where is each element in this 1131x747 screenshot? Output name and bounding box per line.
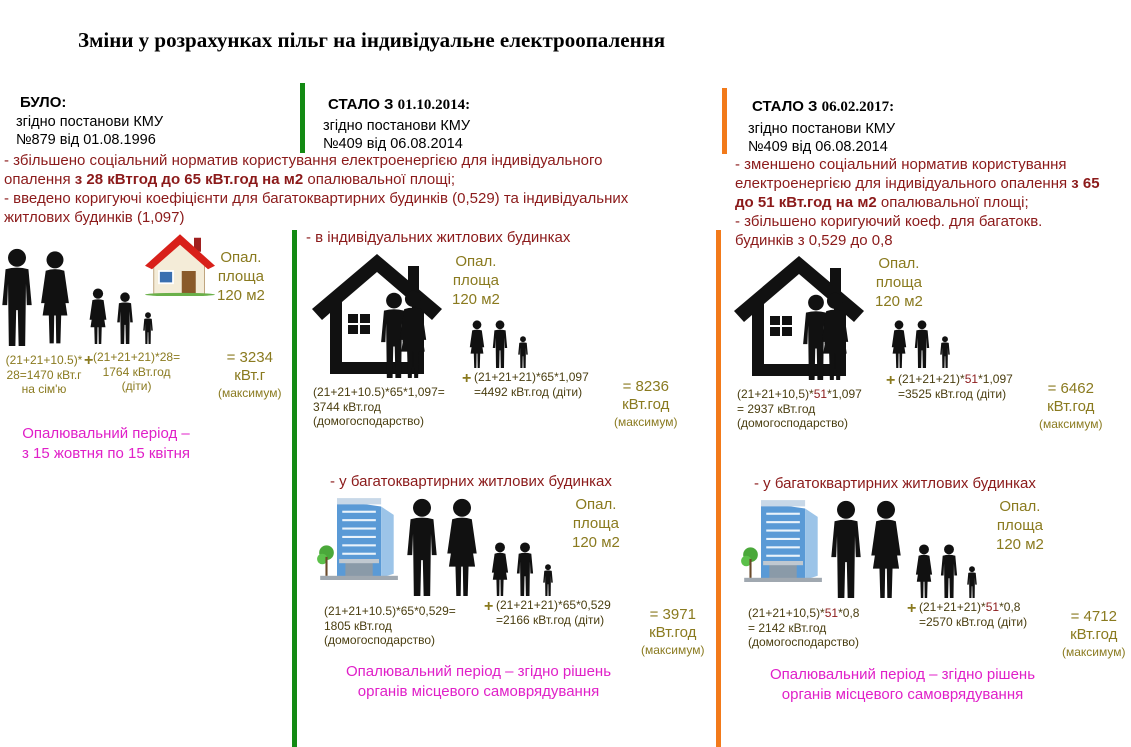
bulo-decree-line2: №879 від 01.08.1996 — [16, 132, 156, 148]
apartment-building-icon — [316, 496, 400, 580]
stalo2-area-label: Опал. площа 120 м2 — [875, 255, 923, 310]
stalo2-header: СТАЛО З 06.02.2017: — [752, 98, 895, 115]
stalo1-multi-plus: + — [484, 598, 494, 615]
stalo1-area-label: Опал. площа 120 м2 — [452, 253, 500, 308]
stalo2-multi-formula-children: (21+21+21)*51*0,8 =2570 кВт.год (діти) — [919, 600, 1028, 629]
divider-orange-top — [722, 88, 727, 154]
stalo2-multi-heading: - у багатоквартирних житлових будинках — [754, 475, 1036, 492]
stalo2-decree-line1: згідно постанови КМУ — [748, 121, 896, 137]
stalo1-multi-heading: - у багатоквартирних житлових будинках — [330, 473, 612, 490]
bulo-change1-line1: - збільшено соціальний норматив користування електроенергією для індивідуального — [4, 152, 603, 169]
house-icon — [145, 232, 215, 296]
divider-green-main — [292, 230, 297, 747]
stalo2-ind-plus: + — [886, 372, 896, 389]
apartment-building-icon — [740, 498, 824, 582]
family-icon — [828, 500, 988, 600]
bulo-change2-line1: - введено коригуючі коефіцієнти для багатоквартирних будинків (0,529) та індивідуальних — [4, 190, 629, 207]
family-icon — [0, 248, 160, 348]
stalo1-decree-line2: №409 від 06.08.2014 — [323, 136, 463, 152]
stalo1-multi-formula-children: (21+21+21)*65*0,529 =2166 кВт.год (діти) — [496, 598, 611, 627]
stalo2-ind-result: = 6462 кВт.год (максимум) — [1039, 380, 1103, 431]
bulo-formula-adults: (21+21+10.5)* 28=1470 кВт.г на сім'ю — [5, 353, 83, 396]
divider-orange-main — [716, 230, 721, 747]
house-family-icon — [734, 254, 964, 384]
stalo1-individual-heading: - в індивідуальних житлових будинках — [306, 229, 571, 246]
stalo1-decree-line1: згідно постанови КМУ — [323, 118, 471, 134]
stalo2-ind-formula-adults: (21+21+10,5)*51*1,097 = 2937 кВт.год (домогосподарство) — [737, 387, 862, 430]
divider-green-top — [300, 83, 305, 153]
bulo-decree-line1: згідно постанови КМУ — [16, 114, 164, 130]
stalo1-multi-result: = 3971 кВт.год (максимум) — [641, 606, 705, 657]
stalo1-ind-formula-children: (21+21+21)*65*1,097 =4492 кВт.год (діти) — [474, 370, 589, 399]
family-icon — [404, 498, 564, 598]
stalo1-heating-period: Опалювальний період – згідно рішень органів місцевого самоврядування — [346, 663, 612, 700]
bulo-plus: + — [84, 352, 94, 369]
bulo-change1-line2: опалення з 28 кВтгод до 65 кВт.год на м2 опалювальної площі; — [4, 171, 456, 188]
stalo1-multi-area-label: Опал. площа 120 м2 — [572, 496, 620, 551]
stalo1-header: СТАЛО З 01.10.2014: — [328, 96, 471, 113]
house-family-icon — [312, 252, 542, 382]
stalo2-ind-formula-children: (21+21+21)*51*1,097 =3525 кВт.год (діти) — [898, 372, 1013, 401]
bulo-area-label: Опал. площа 120 м2 — [217, 249, 265, 304]
bulo-changes — [4, 151, 628, 227]
stalo2-multi-area-label: Опал. площа 120 м2 — [996, 498, 1044, 553]
stalo1-ind-plus: + — [462, 370, 472, 387]
stalo1-ind-result: = 8236 кВт.год (максимум) — [614, 378, 678, 429]
bulo-result: = 3234 кВт.г (максимум) — [218, 349, 282, 400]
stalo2-heating-period: Опалювальний період – згідно рішень органів місцевого самоврядування — [770, 666, 1036, 703]
bulo-change2-line2: житлових будинків (1,097) — [4, 209, 185, 226]
bulo-formula-children: (21+21+21)*28= 1764 кВт.год (діти) — [93, 350, 181, 393]
stalo2-decree-line2: №409 від 06.08.2014 — [748, 139, 888, 155]
stalo2-multi-plus: + — [907, 600, 917, 617]
stalo2-changes: - зменшено соціальний норматив користування електроенергією для індивідуального опалення з 65 до 51 кВт.год на м2 опалювальної площі; - збільшено коригуючий коеф. для багатокв. будинків з 0,529 до 0,8 — [735, 156, 1100, 249]
stalo1-multi-formula-adults: (21+21+10.5)*65*0,529= 1805 кВт.год (домогосподарство) — [324, 604, 456, 647]
bulo-header: БУЛО: — [20, 94, 67, 111]
page-title: Зміни у розрахунках пільг на індивідуальне електроопалення — [78, 28, 666, 52]
stalo1-ind-formula-adults: (21+21+10.5)*65*1,097= 3744 кВт.год (домогосподарство) — [313, 385, 445, 428]
stalo2-multi-formula-adults: (21+21+10,5)*51*0,8 = 2142 кВт.год (домогосподарство) — [748, 606, 860, 649]
stalo2-multi-result: = 4712 кВт.год (максимум) — [1062, 608, 1126, 659]
bulo-heating-period: Опалювальний період – з 15 жовтня по 15 квітня — [22, 425, 190, 462]
